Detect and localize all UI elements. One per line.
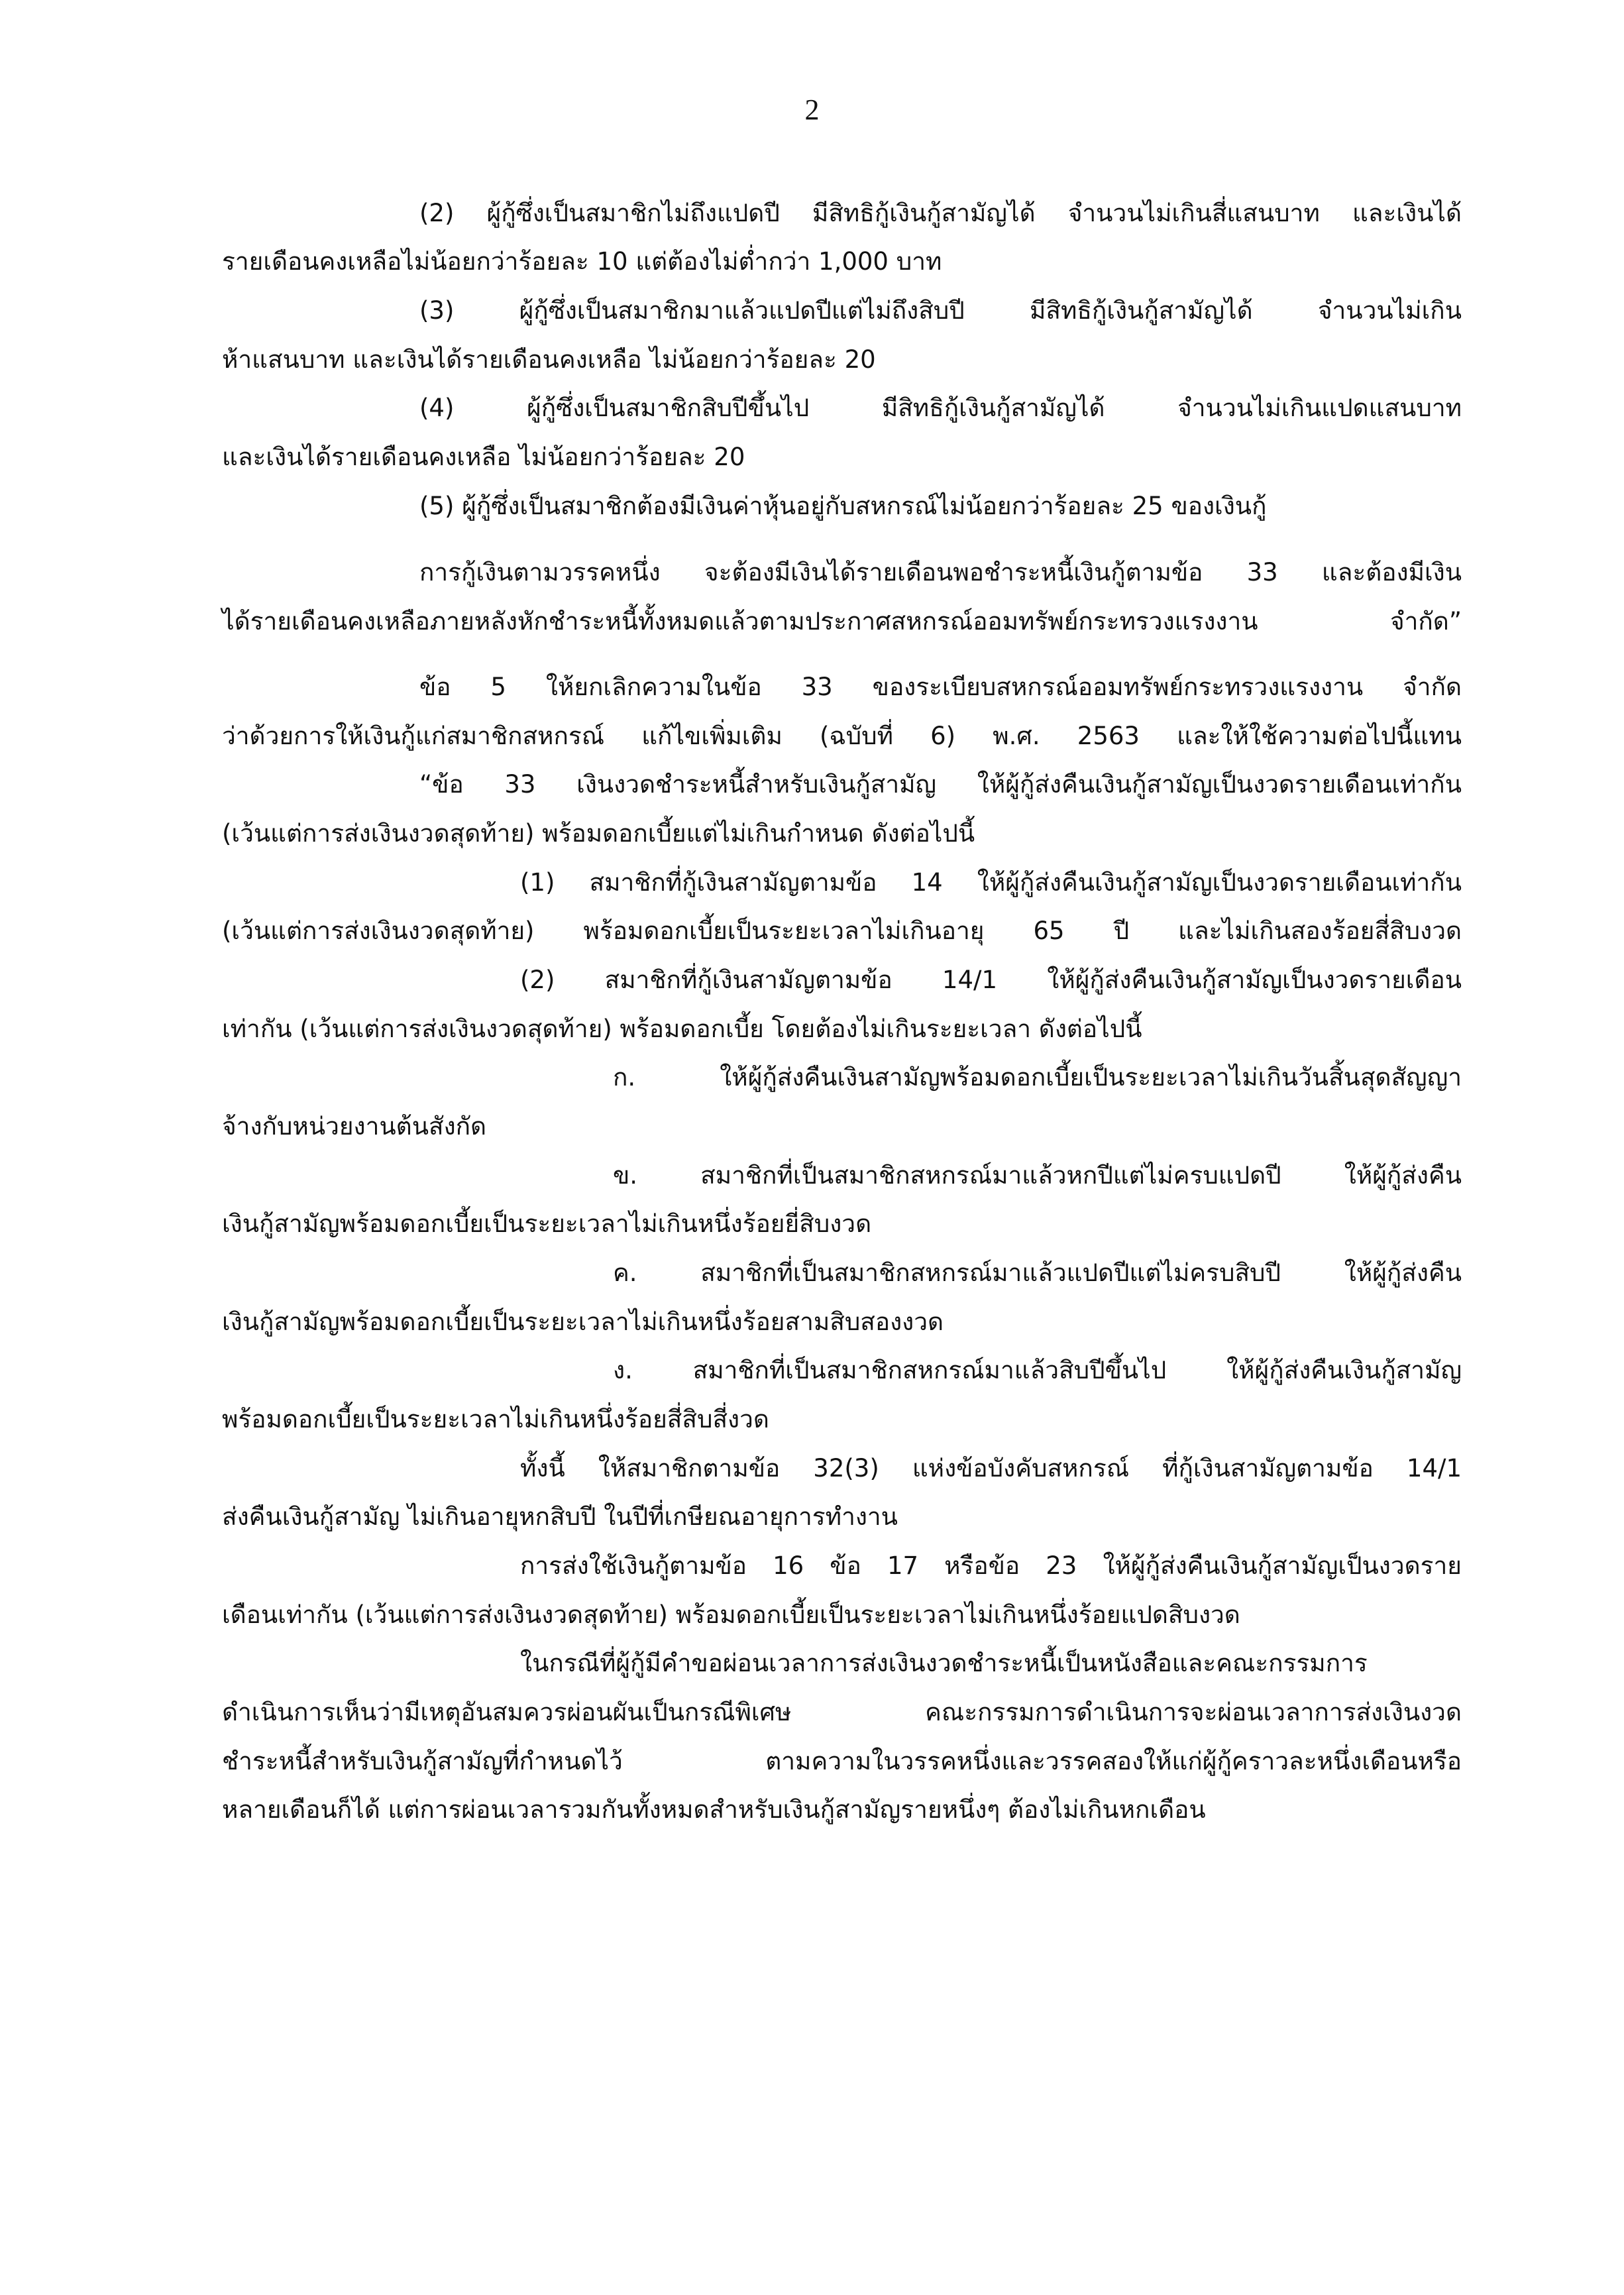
text-line: (3) ผู้กู้ซึ่งเป็นสมาชิกมาแล้วแปดปีแต่ไม่ถึงสิบปี มีสิทธิกู้เงินกู้สามัญได้ จำนวนไม่เกิน [419,296,1462,325]
text-line: เงินกู้สามัญพร้อมดอกเบี้ยเป็นระยะเวลาไม่เกินหนึ่งร้อยยี่สิบงวด [222,1209,872,1238]
text-line: เท่ากัน (เว้นแต่การส่งเงินงวดสุดท้าย) พร้อมดอกเบี้ย โดยต้องไม่เกินระยะเวลา ดังต่อไปนี้ [222,1015,1142,1043]
text-line: (2) สมาชิกที่กู้เงินสามัญตามข้อ 14/1 ให้ผู้กู้ส่งคืนเงินกู้สามัญเป็นงวดรายเดือน [520,966,1462,994]
text-line: (1) สมาชิกที่กู้เงินสามัญตามข้อ 14 ให้ผู้กู้ส่งคืนเงินกู้สามัญเป็นงวดรายเดือนเท่ากัน [520,868,1462,897]
text-line: ง. สมาชิกที่เป็นสมาชิกสหกรณ์มาแล้วสิบปีขึ้นไป ให้ผู้กู้ส่งคืนเงินกู้สามัญ [613,1356,1462,1384]
text-line: ได้รายเดือนคงเหลือภายหลังหักชำระหนี้ทั้งหมดแล้วตามประกาศสหกรณ์ออมทรัพย์กระทรวงแรงงาน จำกัด” [222,607,1462,636]
text-line: ก. ให้ผู้กู้ส่งคืนเงินสามัญพร้อมดอกเบี้ยเป็นระยะเวลาไม่เกินวันสิ้นสุดสัญญา [613,1063,1462,1092]
text-line: การส่งใช้เงินกู้ตามข้อ 16 ข้อ 17 หรือข้อ 23 ให้ผู้กู้ส่งคืนเงินกู้สามัญเป็นงวดราย [520,1551,1462,1580]
text-line: พร้อมดอกเบี้ยเป็นระยะเวลาไม่เกินหนึ่งร้อยสี่สิบสี่งวด [222,1405,769,1433]
text-line: (2) ผู้กู้ซึ่งเป็นสมาชิกไม่ถึงแปดปี มีสิทธิกู้เงินกู้สามัญได้ จำนวนไม่เกินสี่แสนบาท และเงินได้ [419,199,1462,227]
text-line: ในกรณีที่ผู้กู้มีคำขอผ่อนเวลาการส่งเงินงวดชำระหนี้เป็นหนังสือและคณะกรรมการ [520,1649,1368,1677]
text-line: ข้อ 5 ให้ยกเลิกความในข้อ 33 ของระเบียบสหกรณ์ออมทรัพย์กระทรวงแรงงาน จำกัด [419,673,1462,701]
text-line: ส่งคืนเงินกู้สามัญ ไม่เกินอายุหกสิบปี ในปีที่เกษียณอายุการทำงาน [222,1502,898,1531]
text-line: (เว้นแต่การส่งเงินงวดสุดท้าย) พร้อมดอกเบี้ยแต่ไม่เกินกำหนด ดังต่อไปนี้ [222,819,975,848]
text-line: (เว้นแต่การส่งเงินงวดสุดท้าย) พร้อมดอกเบี้ยเป็นระยะเวลาไม่เกินอายุ 65 ปี และไม่เกินสองร้อยสี่สิบงวด [222,917,1462,945]
text-line: ค. สมาชิกที่เป็นสมาชิกสหกรณ์มาแล้วแปดปีแต่ไม่ครบสิบปี ให้ผู้กู้ส่งคืน [613,1259,1462,1287]
text-line: ห้าแสนบาท และเงินได้รายเดือนคงเหลือ ไม่น้อยกว่าร้อยละ 20 [222,345,876,374]
text-line: ว่าด้วยการให้เงินกู้แก่สมาชิกสหกรณ์ แก้ไขเพิ่มเติม (ฉบับที่ 6) พ.ศ. 2563 และให้ใช้ความต่อไปนี้แทน [222,722,1462,750]
text-line: ข. สมาชิกที่เป็นสมาชิกสหกรณ์มาแล้วหกปีแต่ไม่ครบแปดปี ให้ผู้กู้ส่งคืน [613,1161,1462,1190]
text-line: “ข้อ 33 เงินงวดชำระหนี้สำหรับเงินกู้สามัญ ให้ผู้กู้ส่งคืนเงินกู้สามัญเป็นงวดรายเดือนเท่ากัน [419,770,1462,799]
text-line: ทั้งนี้ ให้สมาชิกตามข้อ 32(3) แห่งข้อบังคับสหกรณ์ ที่กู้เงินสามัญตามข้อ 14/1 [520,1454,1462,1483]
text-line: ชำระหนี้สำหรับเงินกู้สามัญที่กำหนดไว้ ตามความในวรรคหนึ่งและวรรคสองให้แก่ผู้กู้คราวละหนึ่งเดือนหรือ [222,1747,1462,1775]
text-line: รายเดือนคงเหลือไม่น้อยกว่าร้อยละ 10 แต่ต้องไม่ต่ำกว่า 1,000 บาท [222,247,942,276]
text-line: (5) ผู้กู้ซึ่งเป็นสมาชิกต้องมีเงินค่าหุ้นอยู่กับสหกรณ์ไม่น้อยกว่าร้อยละ 25 ของเงินกู้ [419,492,1267,520]
text-line: ดำเนินการเห็นว่ามีเหตุอันสมควรผ่อนผันเป็นกรณีพิเศษ คณะกรรมการดำเนินการจะผ่อนเวลาการส่งเงินงวด [222,1698,1462,1726]
text-line: หลายเดือนก็ได้ แต่การผ่อนเวลารวมกันทั้งหมดสำหรับเงินกู้สามัญรายหนึ่งๆ ต้องไม่เกินหกเดือน [222,1795,1206,1824]
text-line: และเงินได้รายเดือนคงเหลือ ไม่น้อยกว่าร้อยละ 20 [222,443,745,471]
text-line: เงินกู้สามัญพร้อมดอกเบี้ยเป็นระยะเวลาไม่เกินหนึ่งร้อยสามสิบสองงวด [222,1308,944,1336]
page-number: 2 [804,93,820,126]
text-line: การกู้เงินตามวรรคหนึ่ง จะต้องมีเงินได้รายเดือนพอชำระหนี้เงินกู้ตามข้อ 33 และต้องมีเงิน [419,558,1462,587]
text-line: เดือนเท่ากัน (เว้นแต่การส่งเงินงวดสุดท้าย) พร้อมดอกเบี้ยเป็นระยะเวลาไม่เกินหนึ่งร้อยแปดสิบงวด [222,1600,1240,1629]
text-line: จ้างกับหน่วยงานต้นสังกัด [222,1112,487,1141]
text-line: (4) ผู้กู้ซึ่งเป็นสมาชิกสิบปีขึ้นไป มีสิทธิกู้เงินกู้สามัญได้ จำนวนไม่เกินแปดแสนบาท [419,394,1462,422]
